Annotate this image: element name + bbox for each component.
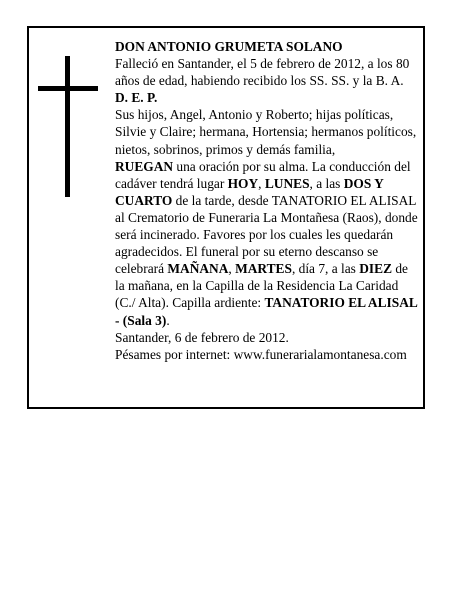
dep-text: D. E. P. (115, 90, 158, 106)
cross-icon (38, 56, 98, 197)
ceremony-paragraph (115, 158, 420, 329)
separator-text: , (228, 261, 236, 277)
ruegan-rest: una oración por su alma. La conducción del cadáver tendrá lugar (115, 158, 411, 191)
ruegan-text: RUEGAN (115, 158, 174, 174)
date-line: Santander, 6 de febrero de 2012. (115, 329, 289, 345)
cross-horizontal-bar (38, 86, 98, 91)
separator-text: , (258, 175, 265, 191)
day-text: , día 7, a las (291, 261, 360, 277)
deceased-name: DON ANTONIO GRUMETA SOLANO (115, 39, 343, 54)
manana-text: MAÑANA (167, 261, 229, 277)
diez-text: DIEZ (359, 261, 392, 277)
martes-text: MARTES (235, 261, 292, 277)
conduction-time-text: DOS Y CUARTO (115, 175, 384, 208)
lunes-text: LUNES (264, 175, 310, 191)
deceased-name-line (115, 38, 420, 55)
chapel-text: TANATORIO EL ALISAL - (Sala 3) (115, 295, 418, 328)
obituary-text (115, 38, 420, 363)
hoy-text: HOY (227, 175, 259, 191)
death-notice-paragraph: Falleció en Santander, el 5 de febrero de 2012, a los 80 años de edad, habiendo recibido los SS. SS. y la B. A. (115, 56, 410, 89)
separator-text: , a las (309, 175, 344, 191)
dep-line (115, 89, 420, 106)
cross-vertical-bar (65, 56, 70, 197)
period-text: . (166, 312, 170, 328)
family-paragraph: Sus hijos, Angel, Antonio y Roberto; hijas políticas, Silvie y Claire; hermana, Hortensia; hermanos políticos, nietos, sobrinos, primos y demás familia, (115, 107, 417, 157)
condolences-line: Pésames por internet: www.funerarialamontanesa.com (115, 346, 407, 362)
funeral-rest: de la mañana, en la Capilla de la Residencia La Caridad (C./ Alta). Capilla ardiente: (115, 261, 408, 311)
conduction-rest: de la tarde, desde TANATORIO EL ALISAL al Crematorio de Funeraria La Montañesa (Raos), donde será incinerado. Favores por los cuales les quedarán agradecidos. El funeral por su eterno descanso se celebrará (115, 192, 418, 277)
